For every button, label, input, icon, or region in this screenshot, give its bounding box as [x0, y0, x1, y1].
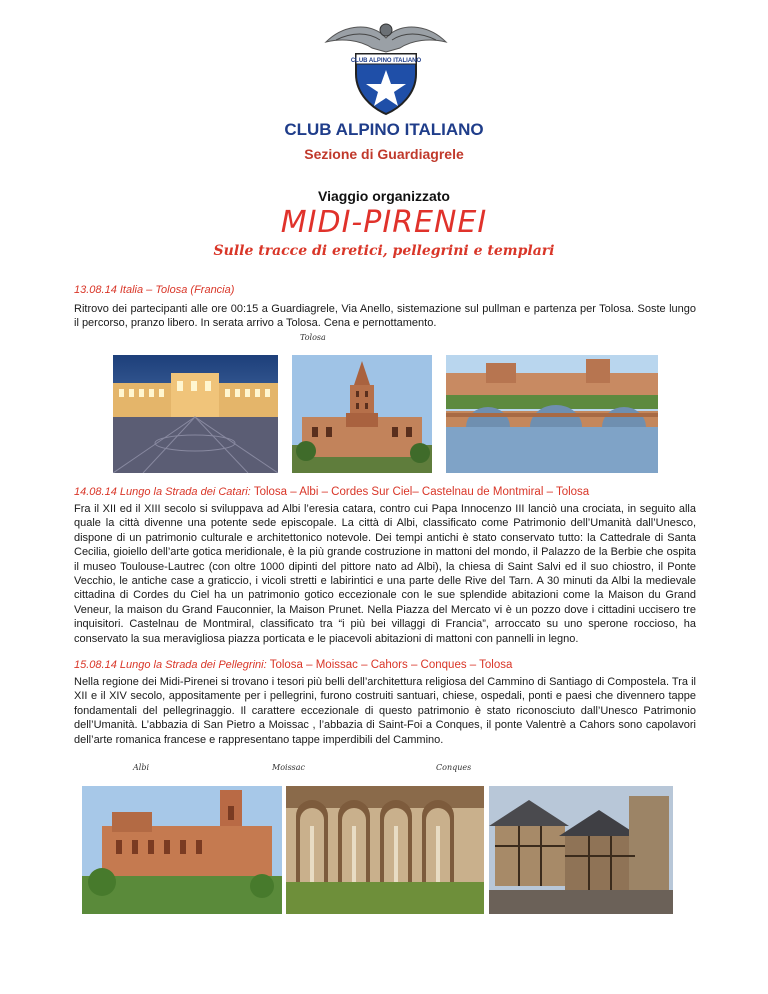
- photo-tolosa-pont-neuf: [446, 355, 658, 473]
- day3-date: 15.08.14 Lungo la Strada dei Pellegrini:: [74, 659, 267, 671]
- svg-text:CLUB ALPINO ITALIANO: CLUB ALPINO ITALIANO: [350, 58, 422, 64]
- photo-albi: [82, 786, 282, 914]
- day2-date: 14.08.14 Lungo la Strada dei Catari:: [74, 486, 251, 498]
- trip-label: Viaggio organizzato: [318, 188, 450, 204]
- day3-heading: [74, 659, 512, 671]
- organization-title: CLUB ALPINO ITALIANO: [284, 120, 484, 139]
- day2-text: Fra il XII ed il XIII secolo si sviluppava ad Albi l’eresia catara, contro cui Papa Innocenzo III lanciò una crociata, in seguito alla quale la città divenne una potente sede episcopale. La città di Albi, classificato come Patrimonio dell’Umanità dall’Unesco, dispone di un patrimonio culturale e architettonico notevole. Dei tempi antichi è stato conservato tutto: la Cattedrale di Santa Cecilia, gioiello dell’arte gotica meridionale, è la più grande costruzione in mattoni del mondo, il Palazzo de la Berbie che ospita il museo Toulouse-Lautrec (con oltre 1000 dipinti del pittore nato ad Albi), la chiesa di Saint Salvi ed il suo chiostro, il Ponte Vecchio, le antiche case a graticcio, i vicoli stretti e labirintici e una parte delle Rive del Tarn. A 30 minuti da Albi la medievale cittadina di Cordes du Ciel ha un patrimonio gotico eccezionale con le sue splendide abitazioni come la Maison du Grand Veneur, la maison du Grand Fauconnier, la Maison Prunet. Nella Piazza del Mercato vi è un pozzo dove i cittadini uccisero tre inquisitori. Castelnau de Montmiral, classificato tra “i più bei villaggi di Francia”, arroccato su uno sperone roccioso, ha conservato la sua meravigliosa piazza porticata e le piacevoli abitazioni di mattoni con pannelli in legno.: [74, 503, 696, 645]
- caption-tolosa: Tolosa: [300, 333, 326, 342]
- photo-conques: [489, 786, 673, 914]
- day2-route: Tolosa – Albi – Cordes Sur Ciel– Castelnau de Montmiral – Tolosa: [253, 486, 590, 498]
- day1-text: Ritrovo dei partecipanti alle ore 00:15 a Guardiagrele, Via Anello, sistemazione sul pullman e partenza per Tolosa. Soste lungo il percorso, pranzo libero. In serata arrivo a Tolosa. Cena e pernottamento.: [74, 303, 696, 330]
- day1-date: 13.08.14 Italia – Tolosa (Francia): [74, 284, 235, 296]
- trip-subtitle: Sulle tracce di eretici, pellegrini e templari: [213, 243, 555, 259]
- photo-tolosa-capitole: [113, 355, 278, 473]
- photo-tolosa-basilica: [292, 355, 432, 473]
- cai-logo: [322, 12, 450, 116]
- section-title: Sezione di Guardiagrele: [304, 146, 464, 162]
- day3-route: Tolosa – Moissac – Cahors – Conques – Tolosa: [269, 659, 513, 671]
- caption-albi: Albi: [133, 763, 150, 772]
- caption-conques: Conques: [436, 763, 472, 772]
- trip-title: MIDI-PIRENEI: [280, 205, 488, 240]
- day1-heading: [74, 284, 234, 296]
- day2-heading: [74, 486, 589, 498]
- caption-moissac: Moissac: [272, 763, 306, 772]
- day3-text: Nella regione dei Midi-Pirenei si trovano i tesori più belli dell’architettura religiosa del Cammino di Santiago di Compostela. Tra il XII e il XIV secolo, appositamente per i pellegrini, furono costruiti santuari, chiese, ospedali, ponti e paesi che divennero tappe fondamentali del pellegrinaggio. Il carattere eccezionale di questo patrimonio è stato riconosciuto dall’Unesco Patrimonio dell’Umanità. L’abbazia di San Pietro a Moissac , l’abbazia di Saint-Foi a Conques, il ponte Valentrè a Cahors sono capolavori dell’arte romanica francese e rappresentano tappe imperdibili del Cammino.: [74, 676, 696, 746]
- photo-moissac: [286, 786, 484, 914]
